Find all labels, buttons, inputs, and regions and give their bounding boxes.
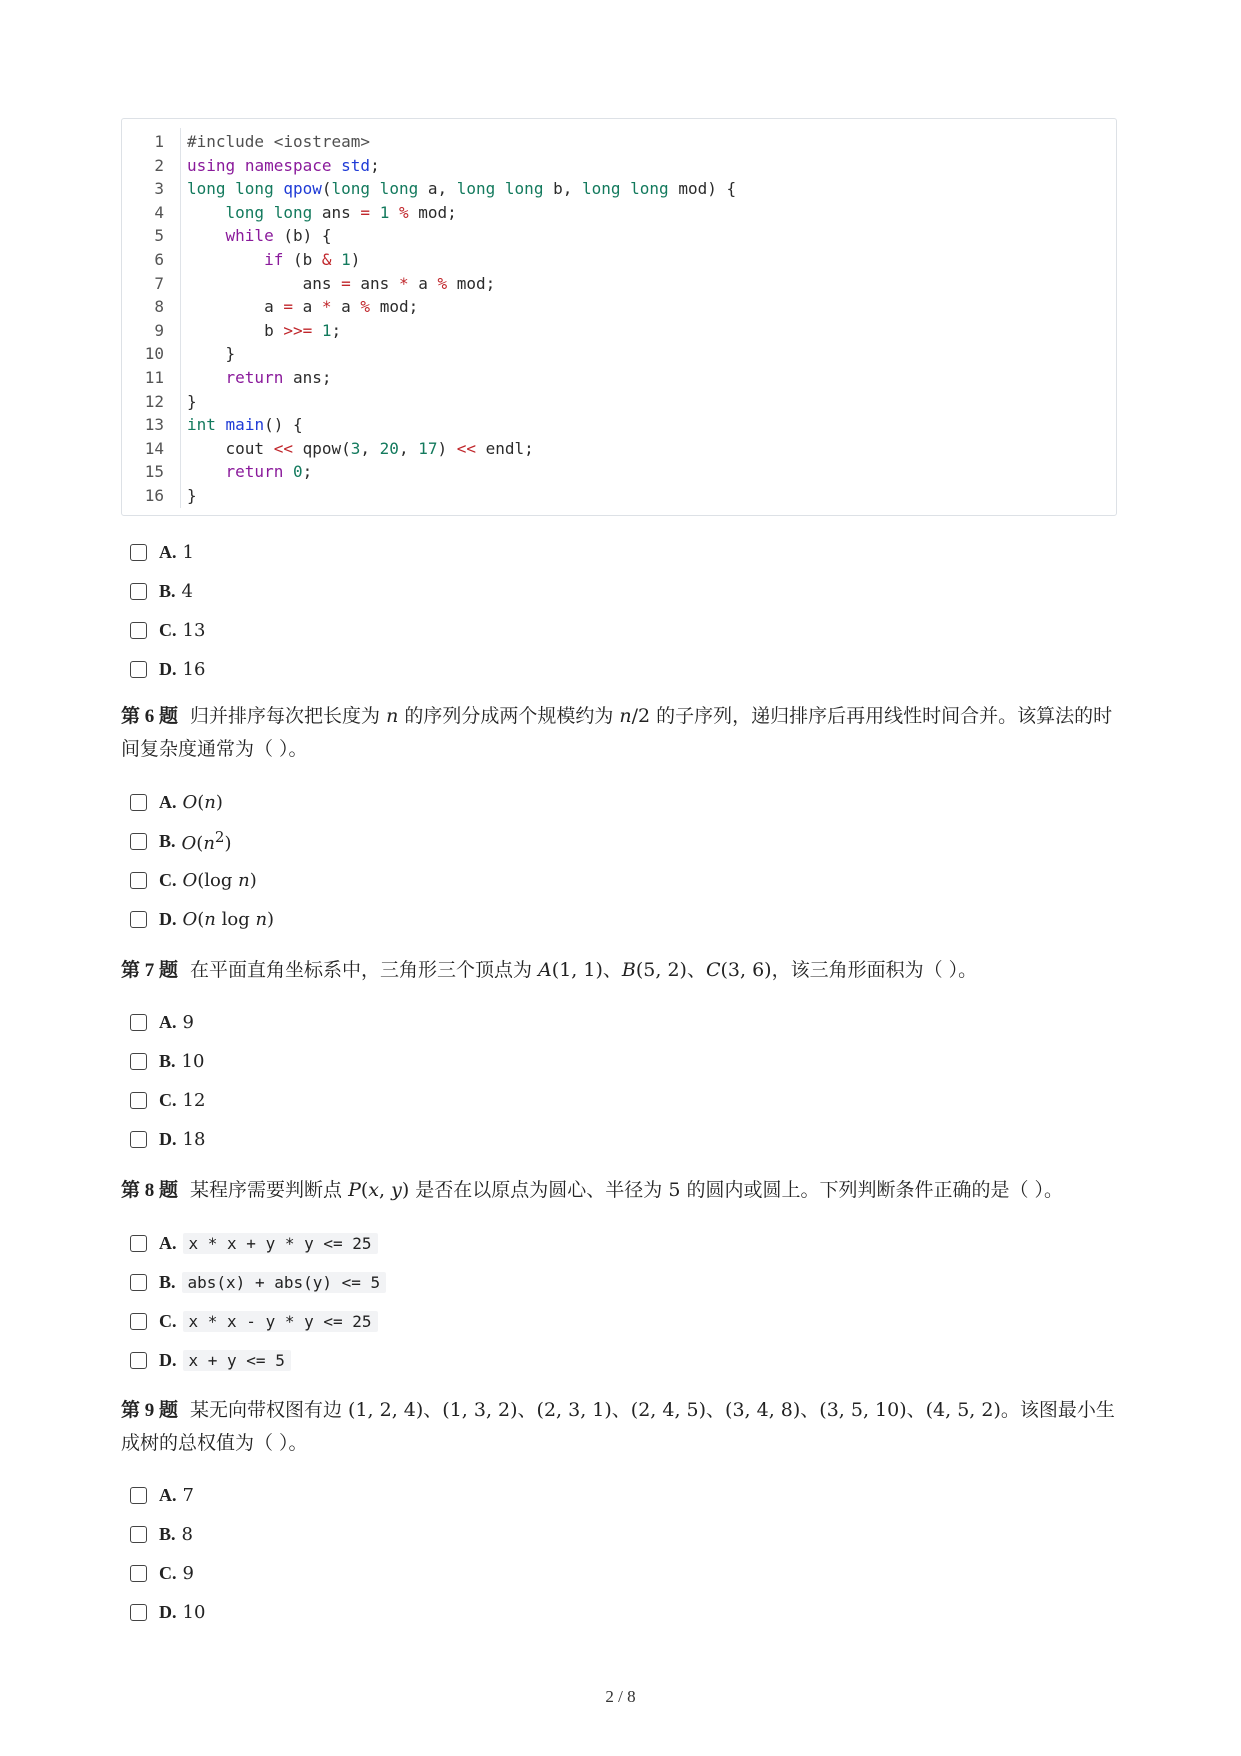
code-text: if (b & 1)	[264, 250, 361, 269]
code-text: #include <iostream>	[187, 132, 371, 151]
option-label: D.	[159, 659, 177, 680]
line-number: 6	[154, 250, 164, 269]
q7-option-d[interactable]	[130, 1126, 205, 1154]
code-line	[122, 366, 1112, 390]
question-number: 第 9 题	[121, 1400, 179, 1421]
q8-option-d[interactable]	[130, 1347, 291, 1375]
option-text: O(n log n)	[182, 909, 275, 931]
q7-option-a[interactable]	[130, 1008, 194, 1036]
line-number: 13	[144, 415, 164, 435]
checkbox[interactable]	[130, 1313, 147, 1330]
option-label: D.	[159, 1129, 177, 1150]
option-text: O(n)	[182, 791, 223, 813]
option-label: C.	[159, 1090, 177, 1111]
checkbox[interactable]	[130, 794, 147, 811]
code-line	[122, 248, 1112, 272]
checkbox[interactable]	[130, 1274, 147, 1291]
code-text: }	[187, 391, 197, 411]
code-line	[122, 437, 1112, 461]
checkbox[interactable]	[130, 1526, 147, 1543]
line-number: 10	[144, 344, 164, 364]
q5-option-b[interactable]	[130, 577, 193, 605]
code-line	[122, 224, 1112, 248]
option-text: 4	[181, 580, 193, 602]
code-line	[122, 484, 1112, 508]
line-number: 9	[154, 320, 164, 340]
checkbox[interactable]	[130, 1131, 147, 1148]
option-label: B.	[159, 580, 176, 601]
code-line	[122, 272, 1112, 296]
option-text: 9	[182, 1011, 194, 1033]
option-text: x + y <= 5	[183, 1350, 291, 1371]
option-label: A.	[159, 1011, 177, 1032]
option-label: B.	[159, 1271, 176, 1292]
option-label: D.	[159, 1350, 177, 1371]
question-number: 第 6 题	[121, 706, 179, 727]
option-label: C.	[159, 620, 177, 641]
q6-option-a[interactable]	[130, 788, 223, 816]
question-number: 第 8 题	[121, 1180, 179, 1201]
checkbox[interactable]	[130, 583, 147, 600]
option-text: 18	[182, 1129, 206, 1151]
option-label: A.	[159, 541, 177, 562]
line-number: 5	[154, 226, 164, 246]
q7-option-c[interactable]	[130, 1087, 205, 1115]
code-line	[122, 319, 1112, 343]
option-label: A.	[159, 1232, 177, 1253]
line-number: 4	[154, 202, 164, 222]
line-number: 1	[154, 132, 164, 151]
code-text: while (b) {	[225, 226, 332, 246]
option-label: C.	[159, 1563, 177, 1584]
q9-option-c[interactable]	[130, 1560, 194, 1588]
option-label: A.	[159, 1484, 177, 1505]
code-text: return 0;	[225, 462, 313, 482]
code-text: }	[187, 486, 197, 505]
code-text: int main() {	[187, 415, 303, 435]
code-text: }	[187, 344, 236, 364]
checkbox[interactable]	[130, 1565, 147, 1582]
question-8	[121, 1174, 1117, 1207]
q5-option-d[interactable]	[130, 656, 205, 684]
option-label: D.	[159, 909, 177, 930]
checkbox[interactable]	[130, 1014, 147, 1031]
option-text: 10	[181, 1050, 205, 1072]
code-text: cout << qpow(3, 20, 17) << endl;	[187, 438, 534, 458]
option-text: 16	[182, 659, 206, 681]
line-number: 15	[144, 462, 164, 482]
q6-option-d[interactable]	[130, 906, 274, 934]
code-text: a = a * a % mod;	[187, 297, 419, 317]
code-line	[122, 460, 1112, 484]
option-text: 9	[182, 1563, 194, 1585]
option-label: B.	[159, 830, 176, 851]
option-text: 10	[182, 1602, 206, 1624]
q8-option-a[interactable]	[130, 1229, 378, 1257]
q9-option-b[interactable]	[130, 1520, 193, 1548]
code-text: long long qpow(long long a, long long b, long long mod) {	[187, 179, 737, 199]
option-text: x * x + y * y <= 25	[183, 1233, 378, 1254]
q5-option-a[interactable]	[130, 538, 194, 566]
checkbox[interactable]	[130, 911, 147, 928]
question-text: 在平面直角坐标系中，三角形三个顶点为 A(1, 1)、B(5, 2)、C(3, 6)，该三角形面积为（ ）。	[190, 959, 978, 981]
option-label: B.	[159, 1050, 176, 1071]
option-label: A.	[159, 791, 177, 812]
checkbox[interactable]	[130, 1352, 147, 1369]
option-label: B.	[159, 1523, 176, 1544]
option-label: D.	[159, 1602, 177, 1623]
q6-option-b[interactable]	[130, 827, 231, 855]
code-line	[122, 177, 1112, 201]
checkbox[interactable]	[130, 622, 147, 639]
code-text: b >>= 1;	[187, 320, 342, 340]
option-label: C.	[159, 870, 177, 891]
checkbox[interactable]	[130, 544, 147, 561]
question-text: 某程序需要判断点 P(x, y) 是否在以原点为圆心、半径为 5 的圆内或圆上。下列判断条件正确的是（ ）。	[190, 1179, 1063, 1201]
checkbox[interactable]	[130, 1604, 147, 1621]
option-text: 12	[182, 1090, 206, 1112]
page-number: 2 / 8	[605, 1687, 636, 1706]
line-number: 2	[154, 155, 164, 175]
q5-option-c[interactable]	[130, 617, 205, 645]
checkbox[interactable]	[130, 833, 147, 850]
option-text: O(log n)	[182, 870, 257, 892]
q8-option-c[interactable]	[130, 1308, 378, 1336]
code-block	[121, 118, 1117, 516]
code-text: long long ans = 1 % mod;	[225, 202, 457, 222]
code-line	[122, 154, 1112, 178]
code-text: ans = ans * a % mod;	[187, 273, 496, 293]
line-number: 11	[144, 368, 164, 387]
checkbox[interactable]	[130, 872, 147, 889]
line-number: 12	[144, 391, 164, 411]
option-text: $O(n^2)$	[181, 828, 232, 855]
q9-option-a[interactable]	[130, 1481, 194, 1509]
code-line	[122, 390, 1112, 414]
option-text: 8	[181, 1523, 193, 1545]
checkbox[interactable]	[130, 1487, 147, 1504]
option-text: 7	[182, 1484, 194, 1506]
code-text: using namespace std;	[187, 155, 380, 175]
option-text: 1	[182, 541, 194, 563]
code-line	[122, 295, 1112, 319]
q6-option-c[interactable]	[130, 867, 257, 895]
question-6	[121, 700, 1117, 766]
question-7	[121, 954, 1117, 987]
code-line	[122, 413, 1112, 437]
question-9	[121, 1394, 1117, 1460]
code-line	[122, 201, 1112, 225]
checkbox[interactable]	[130, 1235, 147, 1252]
line-number: 14	[144, 438, 164, 458]
code-line	[122, 342, 1112, 366]
option-text: abs(x) + abs(y) <= 5	[182, 1272, 387, 1293]
option-text: 13	[182, 620, 206, 642]
code-line	[122, 130, 1112, 154]
q7-option-b[interactable]	[130, 1047, 204, 1075]
question-number: 第 7 题	[121, 960, 179, 981]
line-number: 7	[154, 273, 164, 293]
question-text: 归并排序每次把长度为 n 的序列分成两个规模约为 n/2 的子序列，递归排序后再用线性时间合并。该算法的时间复杂度通常为（ ）。	[121, 705, 1113, 760]
code-text: return ans;	[225, 368, 332, 387]
line-number: 16	[144, 486, 164, 505]
line-number: 3	[154, 179, 164, 199]
line-number: 8	[154, 297, 164, 317]
option-label: C.	[159, 1311, 177, 1332]
checkbox[interactable]	[130, 1053, 147, 1070]
question-text: 某无向带权图有边 (1, 2, 4)、(1, 3, 2)、(2, 3, 1)、(2, 4, 5)、(3, 4, 8)、(3, 5, 10)、(4, 5, 2)。该图最小生成树的总权值为（ ）。	[121, 1399, 1115, 1454]
checkbox[interactable]	[130, 1092, 147, 1109]
checkbox[interactable]	[130, 661, 147, 678]
q8-option-b[interactable]	[130, 1268, 386, 1296]
option-text: x * x - y * y <= 25	[183, 1311, 378, 1332]
q9-option-d[interactable]	[130, 1599, 205, 1627]
